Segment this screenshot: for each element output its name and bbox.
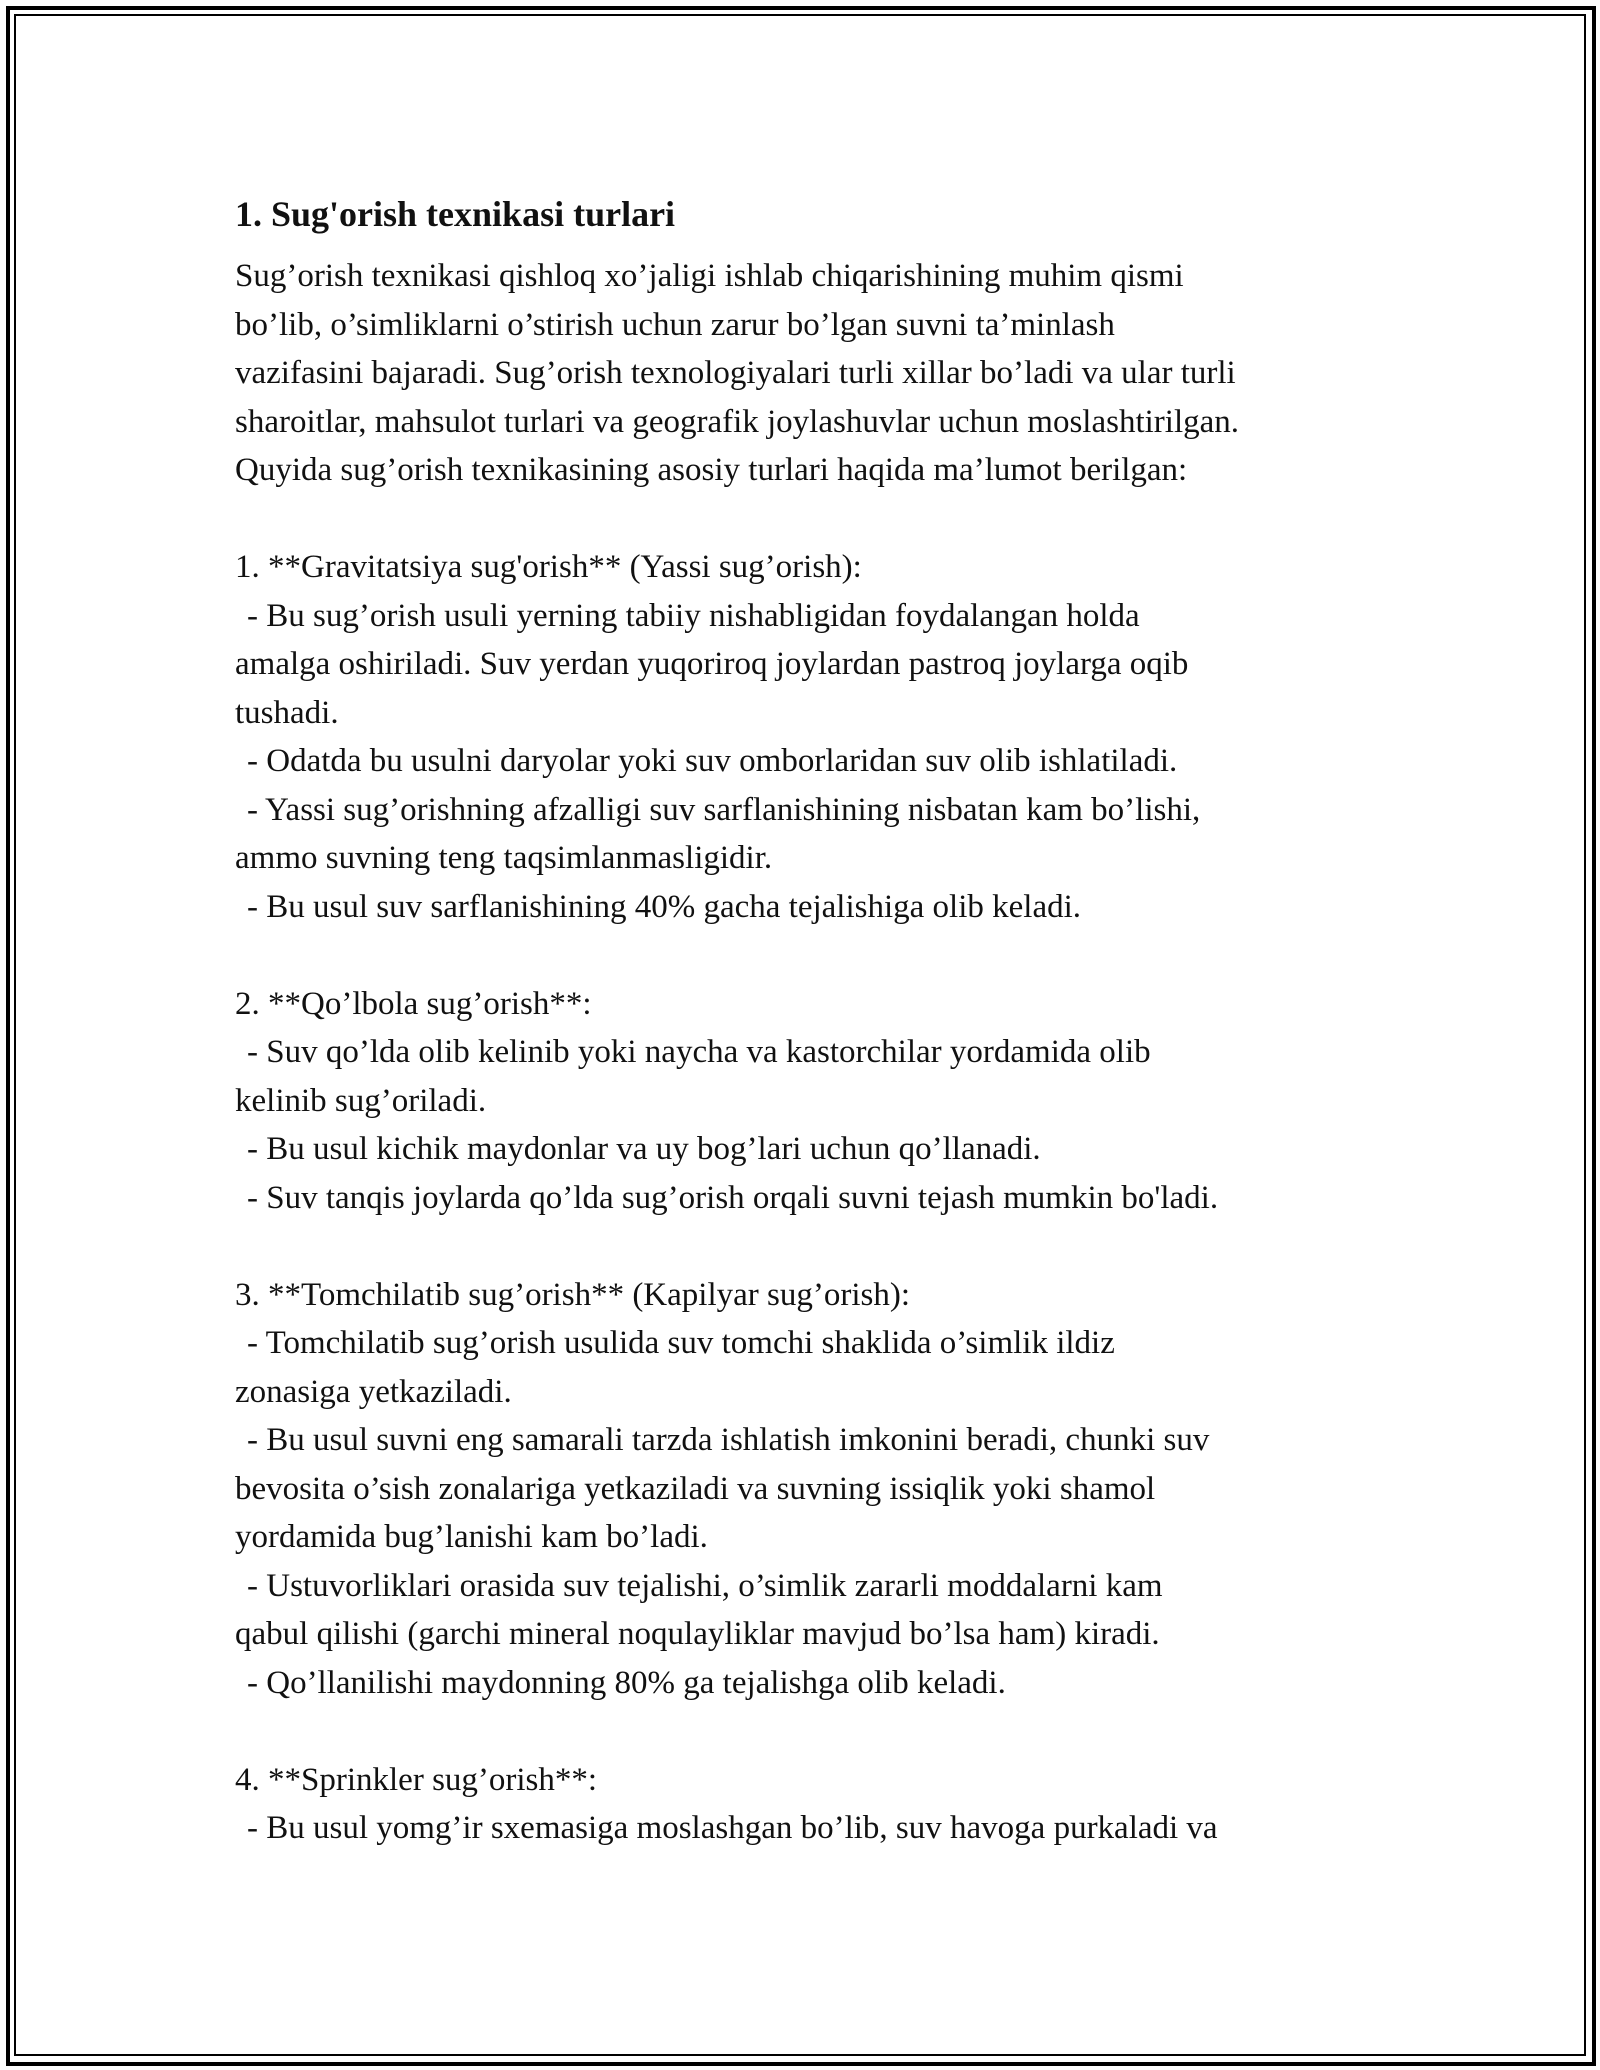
intro-line: bo’lib, o’simliklarni o’stirish uchun zarur bo’lgan suvni ta’minlash <box>235 306 1115 343</box>
section-heading: 2. **Qo’lbola sug’orish**: <box>235 985 592 1022</box>
intro-line: Sug’orish texnikasi qishloq xo’jaligi ishlab chiqarishining muhim qismi <box>235 258 1184 294</box>
intro-line: sharoitlar, mahsulot turlari va geografik joylashuvlar uchun moslashtirilgan. <box>235 403 1240 440</box>
section-1 <box>235 543 1365 931</box>
bullet-line: - Suv tanqis joylarda qo’lda sug’orish orqali suvni tejash mumkin bo'ladi. <box>247 1179 1219 1216</box>
bullet-line: - Bu usul yomg’ir sxemasiga moslashgan bo’lib, suv havoga purkaladi va <box>247 1810 1218 1846</box>
intro-paragraph <box>235 252 1365 495</box>
continuation-line: kelinib sug’oriladi. <box>235 1082 487 1119</box>
bullet-line: - Bu sug’orish usuli yerning tabiiy nishabligidan foydalangan holda <box>247 597 1140 634</box>
section-3 <box>235 1271 1365 1708</box>
section-heading: 1. **Gravitatsiya sug'orish** (Yassi sug’orish): <box>235 549 862 585</box>
sections-list <box>235 495 1365 1853</box>
paragraph-gap <box>235 1707 1365 1756</box>
bullet-line: - Ustuvorliklari orasida suv tejalishi, o’simlik zararli moddalarni kam <box>247 1567 1163 1604</box>
continuation-line: qabul qilishi (garchi mineral noqulayliklar mavjud bo’lsa ham) kiradi. <box>235 1616 1160 1652</box>
paragraph-gap <box>235 495 1365 544</box>
section-2 <box>235 980 1365 1223</box>
continuation-line: yordamida bug’lanishi kam bo’ladi. <box>235 1519 708 1555</box>
document-body <box>235 186 1365 1853</box>
bullet-line: - Tomchilatib sug’orish usulida suv tomchi shaklida o’simlik ildiz <box>247 1325 1115 1361</box>
section-4 <box>235 1756 1365 1853</box>
continuation-line: ammo suvning teng taqsimlanmasligidir. <box>235 840 773 876</box>
bullet-line: - Bu usul suv sarflanishining 40% gacha tejalishiga olib keladi. <box>247 888 1082 925</box>
continuation-line: tushadi. <box>235 694 339 731</box>
continuation-line: amalga oshiriladi. Suv yerdan yuqoriroq joylardan pastroq joylarga oqib <box>235 646 1189 682</box>
intro-line: vazifasini bajaradi. Sug’orish texnologiyalari turli xillar bo’ladi va ular turli <box>235 355 1236 391</box>
section-heading: 4. **Sprinkler sug’orish**: <box>235 1761 598 1798</box>
bullet-line: - Qo’llanilishi maydonning 80% ga tejalishga olib keladi. <box>247 1664 1006 1701</box>
bullet-line: - Bu usul kichik maydonlar va uy bog’lari uchun qo’llanadi. <box>247 1131 1041 1167</box>
bullet-line: - Suv qo’lda olib kelinib yoki naycha va kastorchilar yordamida olib <box>247 1034 1151 1070</box>
bullet-line: - Yassi sug’orishning afzalligi suv sarflanishining nisbatan kam bo’lishi, <box>247 791 1201 828</box>
continuation-line: zonasiga yetkaziladi. <box>235 1373 512 1410</box>
paragraph-gap <box>235 931 1365 980</box>
paragraph-gap <box>235 1222 1365 1271</box>
document-title: 1. Sug'orish texnikasi turlari <box>235 194 676 234</box>
bullet-line: - Odatda bu usulni daryolar yoki suv omborlaridan suv olib ishlatiladi. <box>247 743 1178 779</box>
continuation-line: bevosita o’sish zonalariga yetkaziladi va suvning issiqlik yoki shamol <box>235 1470 1156 1507</box>
section-heading: 3. **Tomchilatib sug’orish** (Kapilyar sug’orish): <box>235 1276 911 1313</box>
intro-line: Quyida sug’orish texnikasining asosiy turlari haqida ma’lumot berilgan: <box>235 452 1188 488</box>
bullet-line: - Bu usul suvni eng samarali tarzda ishlatish imkonini beradi, chunki suv <box>247 1422 1210 1458</box>
